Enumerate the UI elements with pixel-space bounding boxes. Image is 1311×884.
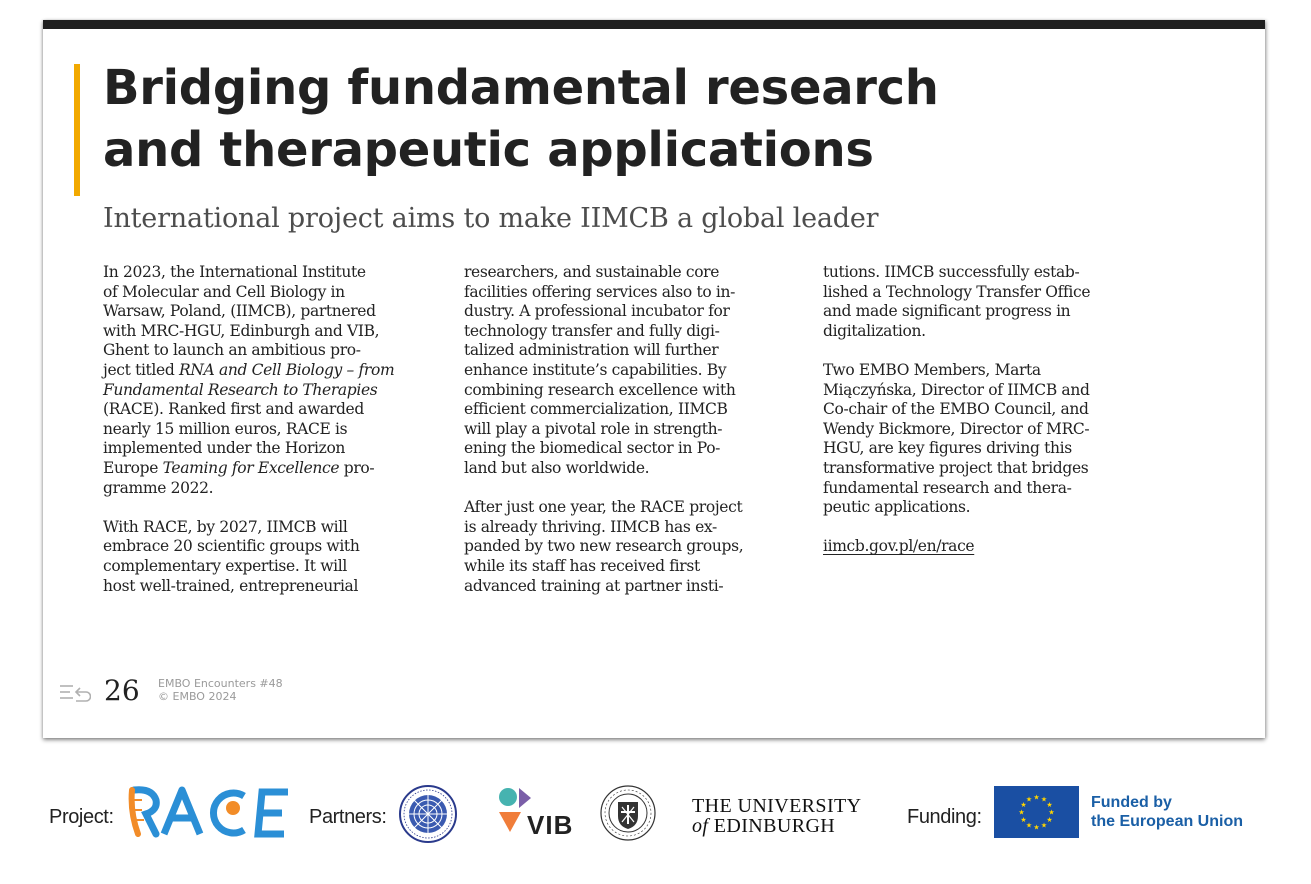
vib-text: VIB — [527, 810, 574, 840]
eu-star: ★ — [1018, 808, 1025, 817]
edinburgh-line-1: THE UNIVERSITY — [692, 795, 862, 817]
text-column-3 — [823, 263, 1163, 557]
page-number: 26 — [104, 674, 140, 707]
title-line-1: Bridging fundamental research — [103, 60, 939, 116]
eu-star: ★ — [1046, 816, 1053, 824]
publication-info — [158, 677, 283, 703]
paragraph — [103, 263, 433, 498]
eu-star: ★ — [1020, 801, 1027, 809]
project-label: Project: — [49, 806, 114, 828]
race-link[interactable]: iimcb.gov.pl/en/race — [823, 537, 975, 556]
paragraph: Two EMBO Members, Marta Miączyńska, Director of IIMCB and Co-chair of the EMBO Council, and Wendy Bickmore, Director of MRC- HGU, are key figures driving this transformative project that bridges fundamental research and thera- peutic applications. — [823, 360, 1090, 517]
eu-star: ★ — [1040, 821, 1048, 830]
programme-name-italic: Teaming for Excellence — [162, 458, 340, 477]
eu-star: ★ — [1020, 816, 1027, 824]
top-bar — [43, 20, 1265, 29]
project-title-italic: RNA and Cell Biology – from Fundamental Research to Therapies — [103, 360, 395, 399]
eu-flag-logo — [994, 786, 1079, 838]
menu-back-icon[interactable] — [59, 682, 91, 704]
partners-label: Partners: — [309, 806, 387, 828]
text-run: In 2023, the International Institute of Molecular and Cell Biology in Warsaw, Poland, (IIMCB), partnered with MRC-HGU, Edinburgh and VIB, Ghent to launch an ambitious pro- ject titled — [103, 263, 380, 379]
copyright: © EMBO 2024 — [158, 690, 237, 703]
text-run: pro- gramme 2022. — [103, 458, 375, 497]
logos-bar — [0, 770, 1311, 860]
eu-star: ★ — [1040, 795, 1048, 804]
race-logo — [126, 786, 294, 838]
eu-star: ★ — [1025, 795, 1033, 804]
magazine-page — [43, 20, 1265, 738]
paragraph: With RACE, by 2027, IIMCB will embrace 20 scientific groups with complementary expertise. It will host well-trained, entrepreneurial — [103, 517, 360, 595]
title-accent-bar — [74, 64, 80, 196]
text-column-2 — [464, 263, 794, 596]
eu-star: ★ — [1025, 821, 1033, 830]
edinburgh-crest-logo — [597, 782, 685, 844]
eu-star: ★ — [1033, 823, 1040, 832]
paragraph: researchers, and sustainable core facilities offering services also to in- dustry. A professional incubator for technology transfer and fully digi- talized administration will further enhance institute’s capabilities. By combining research excellence with efficient commercialization, IIMCB will play a pivotal role in strength- ening the biomedical sector in Po- land but also worldwide. — [464, 263, 736, 477]
edinburgh-of: of — [692, 815, 709, 837]
paragraph: After just one year, the RACE project is already thriving. IIMCB has ex- panded by two new research groups, while its staff has received first advanced training at partner insti- — [464, 498, 744, 595]
article-title — [103, 57, 939, 181]
edinburgh-wordmark — [692, 796, 861, 836]
publication-name: EMBO Encounters #48 — [158, 677, 283, 690]
eu-star: ★ — [1046, 801, 1053, 809]
vib-logo — [497, 784, 593, 840]
title-line-2: and therapeutic applications — [103, 122, 874, 178]
eu-line-2: the European Union — [1091, 813, 1243, 830]
iimcb-seal-logo — [398, 784, 458, 844]
eu-line-1: Funded by — [1091, 794, 1172, 811]
text-run: (RACE). Ranked first and awarded nearly 15 million euros, RACE is implemented under the Horizon Europe — [103, 400, 364, 477]
eu-star: ★ — [1033, 793, 1040, 802]
edinburgh-line-2 — [692, 816, 861, 836]
edinburgh-name: EDINBURGH — [713, 815, 836, 837]
text-column-1 — [103, 263, 433, 596]
funding-label: Funding: — [907, 806, 982, 828]
eu-funding-text — [1091, 793, 1243, 831]
eu-star: ★ — [1048, 808, 1055, 817]
paragraph: tutions. IIMCB successfully estab- lished a Technology Transfer Office and made significant progress in digitalization. — [823, 263, 1091, 340]
article-subtitle: International project aims to make IIMCB a global leader — [103, 203, 879, 234]
